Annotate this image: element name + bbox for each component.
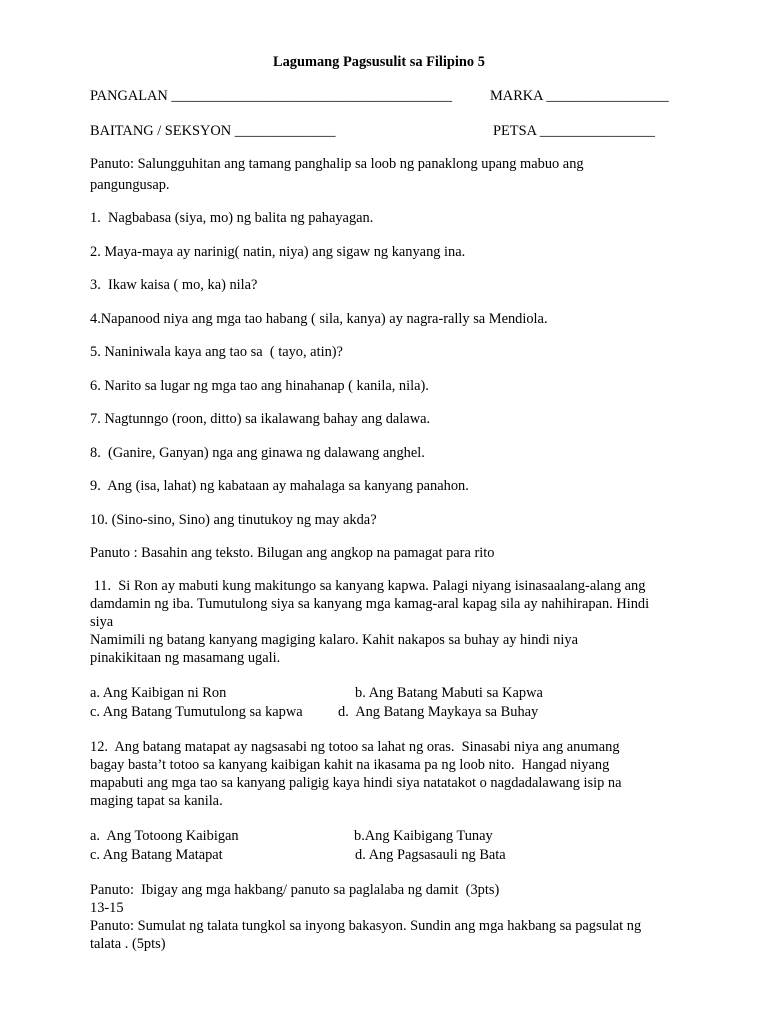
choice-11-a: a. Ang Kaibigan ni Ron (90, 685, 227, 701)
question-3: 3. Ikaw kaisa ( mo, ka) nila? (90, 277, 258, 293)
choice-12-a: a. Ang Totoong Kaibigan (90, 828, 239, 844)
directions-2: Panuto : Basahin ang teksto. Bilugan ang angkop na pamagat para rito (90, 545, 495, 561)
page-title: Lagumang Pagsusulit sa Filipino 5 (273, 54, 485, 70)
directions-1-line-1: Panuto: Salungguhitan ang tamang panghalip sa loob ng panaklong upang mabuo ang (90, 156, 584, 172)
choice-12-d: d. Ang Pagsasauli ng Bata (355, 847, 506, 863)
name-field-label: PANGALAN _______________________________________ (90, 88, 453, 104)
passage-12-line-3: mapabuti ang mga tao sa kanyang paligig kaya hindi siya natatakot o nagdadalawang isip na (90, 775, 622, 791)
question-2: 2. Maya-maya ay narinig( natin, niya) ang sigaw ng kanyang ina. (90, 244, 466, 260)
directions-3-line-1: Panuto: Ibigay ang mga hakbang/ panuto sa paglalaba ng damit (3pts) (90, 882, 500, 898)
choice-11-c: c. Ang Batang Tumutulong sa kapwa (90, 704, 303, 720)
question-5: 5. Naniniwala kaya ang tao sa ( tayo, atin)? (90, 344, 343, 360)
choice-12-c: c. Ang Batang Matapat (90, 847, 223, 863)
passage-12-line-4: maging tapat sa kanila. (90, 793, 223, 809)
question-4: 4.Napanood niya ang mga tao habang ( sila, kanya) ay nagra-rally sa Mendiola. (90, 311, 548, 327)
passage-11-line-5: pinakikitaan ng masamang ugali. (90, 650, 281, 666)
directions-4-line-1: Panuto: Sumulat ng talata tungkol sa inyong bakasyon. Sundin ang mga hakbang sa pagsulat ng (90, 918, 642, 934)
passage-12-line-2: bagay basta’t totoo sa kanyang kaibigan kahit na ikasama pa ng loob nito. Hangad niyang (90, 757, 610, 773)
question-10: 10. (Sino-sino, Sino) ang tinutukoy ng may akda? (90, 512, 377, 528)
date-field-label: PETSA ________________ (493, 123, 655, 139)
choice-11-d: d. Ang Batang Maykaya sa Buhay (338, 704, 539, 720)
passage-12-line-1: 12. Ang batang matapat ay nagsasabi ng totoo sa lahat ng oras. Sinasabi niya ang anumang (90, 739, 620, 755)
passage-11-line-4: Namimili ng batang kanyang magiging kalaro. Kahit nakapos sa buhay ay hindi niya (90, 632, 578, 648)
passage-11-line-3: siya (90, 614, 114, 630)
question-9: 9. Ang (isa, lahat) ng kabataan ay mahalaga sa kanyang panahon. (90, 478, 469, 494)
question-7: 7. Nagtunngo (roon, ditto) sa ikalawang bahay ang dalawa. (90, 411, 431, 427)
question-8: 8. (Ganire, Ganyan) nga ang ginawa ng dalawang anghel. (90, 445, 425, 461)
choice-11-b: b. Ang Batang Mabuti sa Kapwa (355, 685, 543, 701)
question-6: 6. Narito sa lugar ng mga tao ang hinahanap ( kanila, nila). (90, 378, 429, 394)
passage-11-line-1: 11. Si Ron ay mabuti kung makitungo sa kanyang kapwa. Palagi niyang isinasaalang-alang ang (90, 578, 646, 594)
score-field-label: MARKA _________________ (490, 88, 669, 104)
question-1: 1. Nagbabasa (siya, mo) ng balita ng pahayagan. (90, 210, 374, 226)
directions-1-line-2: pangungusap. (90, 177, 170, 193)
passage-11-line-2: damdamin ng iba. Tumutulong siya sa kanyang mga kamag-aral kapag sila ay nahihirapan. Hindi (90, 596, 650, 612)
choice-12-b: b.Ang Kaibigang Tunay (354, 828, 493, 844)
grade-section-field-label: BAITANG / SEKSYON ______________ (90, 123, 336, 139)
directions-4-line-2: talata . (5pts) (90, 936, 166, 952)
directions-3-line-2: 13-15 (90, 900, 124, 916)
